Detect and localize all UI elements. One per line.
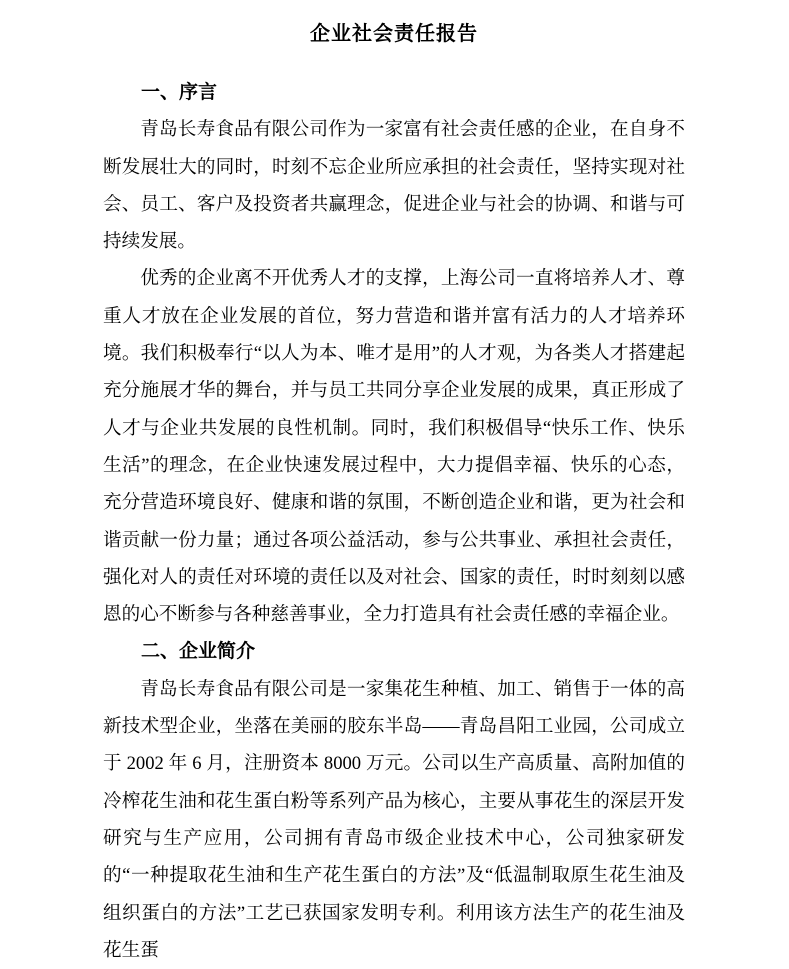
paragraph-company-profile-1: 青岛长寿食品有限公司是一家集花生种植、加工、销售于一体的高新技术型企业，坐落在美丽的胶东半岛——青岛昌阳工业园，公司成立于 2002 年 6 月，注册资本 8000 万元。公司以生产高质量、高附加值的冷榨花生油和花生蛋白粉等系列产品为核心，主要从事花生的深层开发研究与生产应用，公司拥有青岛市级企业技术中心，公司独家研发的“一种提取花生油和生产花生蛋白的方法”及“低温制取原生花生油及组织蛋白的方法”工艺已获国家发明专利。利用该方法生产的花生油及花生蛋 xyxy=(103,678,685,961)
document-title: 企业社会责任报告 xyxy=(310,23,478,45)
paragraph-preface-2: 优秀的企业离不开优秀人才的支撑，上海公司一直将培养人才、尊重人才放在企业发展的首位，努力营造和谐并富有活力的人才培养环境。我们积极奉行“以人为本、唯才是用”的人才观，为各类人才搭建起充分施展才华的舞台，并与员工共同分享企业发展的成果，真正形成了人才与企业共发展的良性机制。同时，我们积极倡导“快乐工作、快乐生活”的理念，在企业快速发展过程中，大力提倡幸福、快乐的心态，充分营造环境良好、健康和谐的氛围，不断创造企业和谐，更为社会和谐贡献一份力量；通过各项公益活动，参与公共事业、承担社会责任，强化对人的责任对环境的责任以及对社会、国家的责任，时时刻刻以感恩的心不断参与各种慈善事业，全力打造具有社会责任感的幸福企业。 xyxy=(103,268,685,626)
paragraph-preface-1: 青岛长寿食品有限公司作为一家富有社会责任感的企业，在自身不断发展壮大的同时，时刻不忘企业所应承担的社会责任，坚持实现对社会、员工、客户及投资者共赢理念，促进企业与社会的协调、和谐与可持续发展。 xyxy=(103,119,685,253)
section-heading-company-profile: 二、企业简介 xyxy=(141,641,256,663)
section-heading-preface: 一、序言 xyxy=(141,82,218,103)
